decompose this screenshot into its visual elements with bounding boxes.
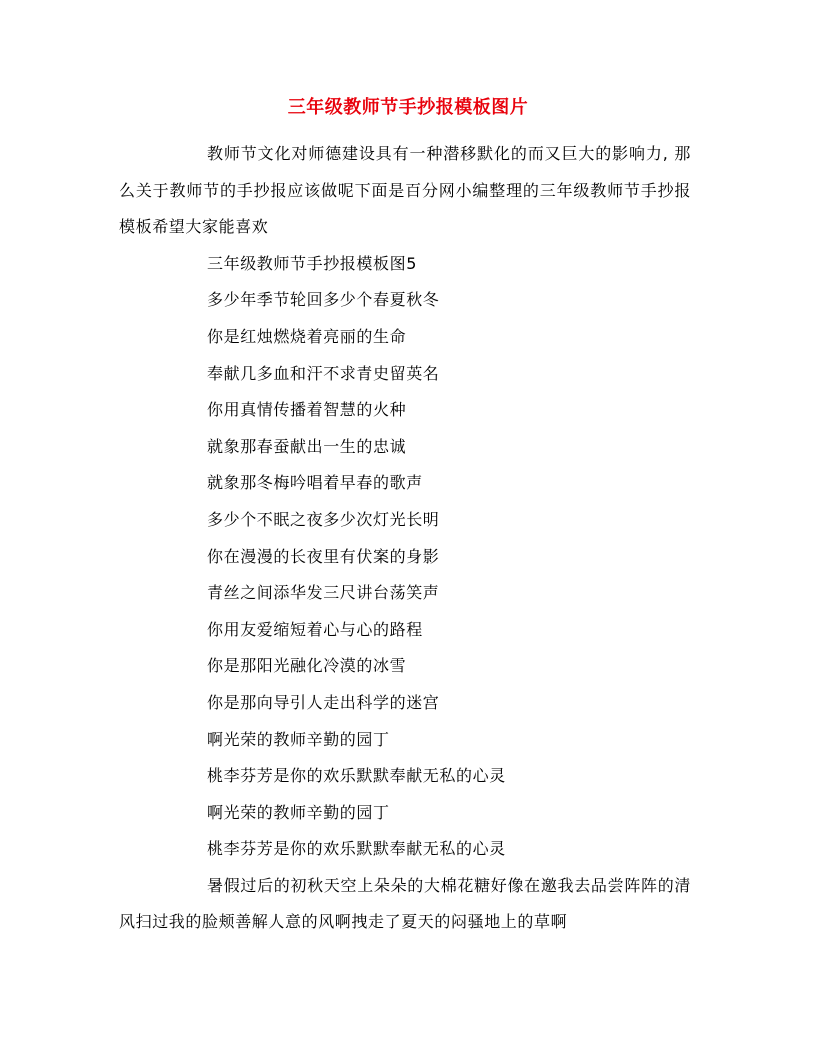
poem-line: 你在漫漫的长夜里有伏案的身影 bbox=[207, 546, 440, 566]
poem-line: 你是红烛燃烧着亮丽的生命 bbox=[207, 326, 407, 346]
poem-line: 你用真情传播着智慧的火种 bbox=[207, 400, 407, 420]
poem-line: 三年级教师节手抄报模板图5 bbox=[207, 253, 417, 273]
poem-line: 桃李芬芳是你的欢乐默默奉献无私的心灵 bbox=[207, 839, 506, 859]
poem-line: 你用友爱缩短着心与心的路程 bbox=[207, 619, 423, 639]
intro-paragraph: 教师节文化对师德建设具有一种潜移默化的而又巨大的影响力, 那么关于教师节的手抄报应该做呢下面是百分网小编整理的三年级教师节手抄报模板希望大家能喜欢 bbox=[119, 144, 691, 237]
poem-line: 桃李芬芳是你的欢乐默默奉献无私的心灵 bbox=[207, 766, 506, 786]
poem-line: 就象那春蚕献出一生的忠诚 bbox=[207, 436, 407, 456]
document-body bbox=[119, 136, 691, 941]
poem-line: 你是那向导引人走出科学的迷宫 bbox=[207, 692, 440, 712]
poem-line: 你是那阳光融化冷漠的冰雪 bbox=[207, 656, 407, 676]
poem-line: 啊光荣的教师辛勤的园丁 bbox=[207, 802, 390, 822]
poem-line: 奉献几多血和汗不求青史留英名 bbox=[207, 363, 440, 383]
outro-paragraph: 暑假过后的初秋天空上朵朵的大棉花糖好像在邀我去品尝阵阵的清风扫过我的脸颊善解人意的风啊拽走了夏天的闷骚地上的草啊 bbox=[119, 875, 691, 932]
page-title: 三年级教师节手抄报模板图片 bbox=[287, 97, 529, 118]
poem-line: 就象那冬梅吟唱着早春的歌声 bbox=[207, 473, 423, 493]
poem-line: 多少个不眠之夜多少次灯光长明 bbox=[207, 509, 440, 529]
poem-line: 啊光荣的教师辛勤的园丁 bbox=[207, 729, 390, 749]
poem-line: 多少年季节轮回多少个春夏秋冬 bbox=[207, 290, 440, 310]
poem-line: 青丝之间添华发三尺讲台荡笑声 bbox=[207, 583, 440, 603]
